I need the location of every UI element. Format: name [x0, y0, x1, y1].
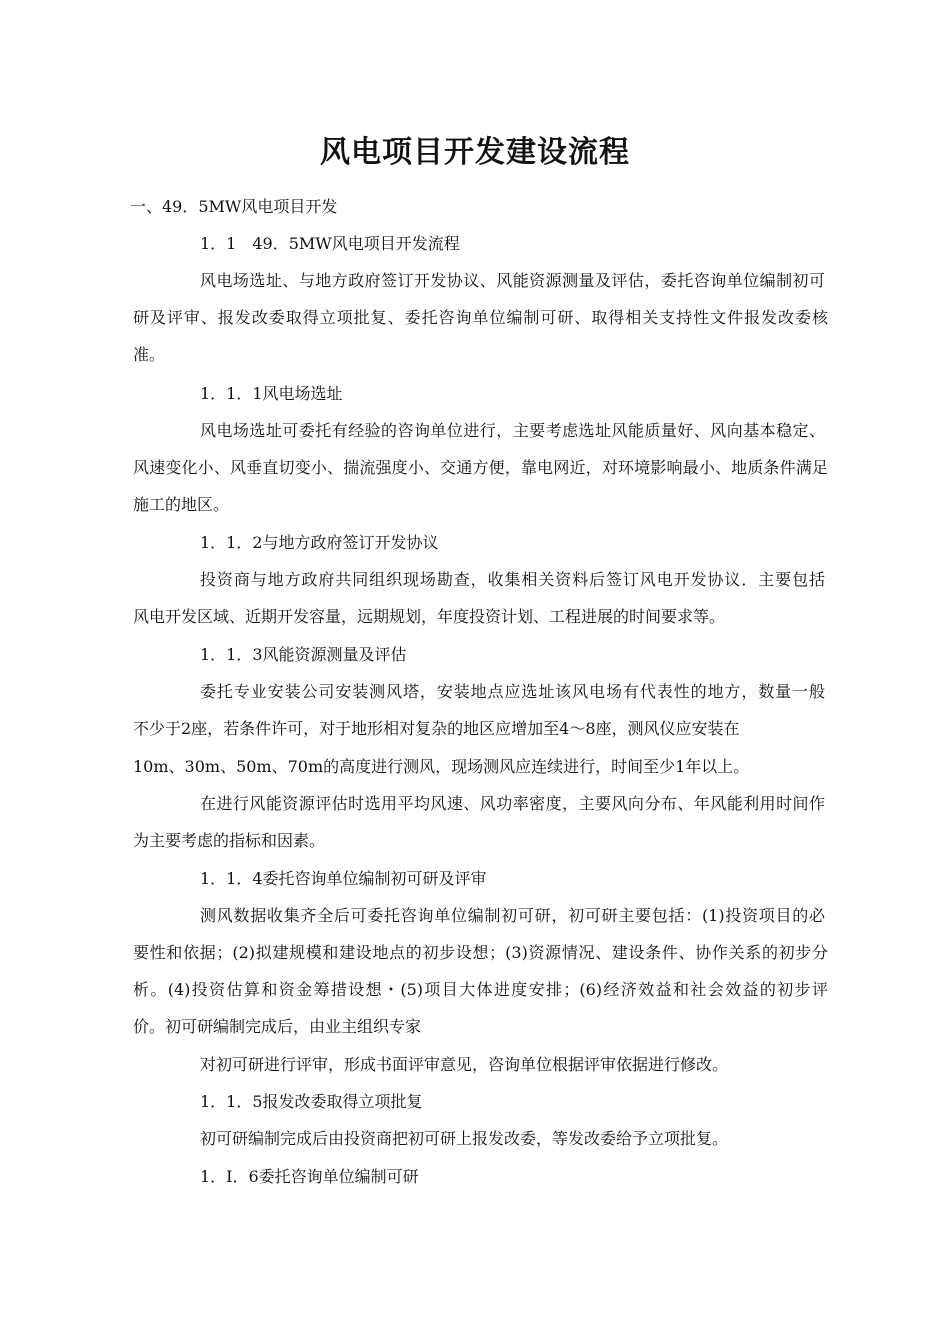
paragraph-line: 测风数据收集齐全后可委托咨询单位编制初可研，初可研主要包括：(1)投资项目的必: [200, 906, 825, 925]
paragraph-line: 要性和依据；(2)拟建规模和建设地点的初步设想；(3)资源情况、建设条件、协作关系的初步分: [133, 943, 828, 962]
paragraph-line: 委托专业安装公司安装测风塔，安装地点应选址该风电场有代表性的地方，数量一般: [200, 682, 825, 701]
subsection-heading: 1．1．1风电场选址: [200, 384, 343, 403]
subsection-heading: 1．1．2与地方政府签订开发协议: [200, 533, 439, 552]
subsection-heading: 1．1．3风能资源测量及评估: [200, 645, 407, 664]
paragraph-line: 准。: [133, 345, 166, 364]
paragraph-line: 风速变化小、风垂直切变小、揣流强度小、交通方便，靠电网近，对环境影响最小、地质条件满足: [133, 458, 828, 477]
paragraph-line: 风电场选址可委托有经验的咨询单位进行，主要考虑选址风能质量好、风向基本稳定、: [200, 421, 825, 440]
subsection-heading: 1．1．4委托咨询单位编制初可研及评审: [200, 869, 487, 888]
paragraph-line: 为主要考虑的指标和因素。: [133, 831, 326, 850]
paragraph-line: 投资商与地方政府共同组织现场勘查，收集相关资料后签订风电开发协议．主要包括: [200, 570, 825, 589]
section-heading: 一、49．5MW风电项目开发: [130, 197, 338, 216]
paragraph-line: 风电开发区域、近期开发容量，远期规划，年度投资计划、工程进展的时间要求等。: [133, 607, 726, 626]
subsection-heading: 1．1 49．5MW风电项目开发流程: [200, 234, 460, 253]
paragraph-line: 在进行风能资源评估时选用平均风速、风功率密度，主要风向分布、年风能利用时间作: [200, 794, 825, 813]
paragraph-line: 不少于2座，若条件许可，对于地形相对复杂的地区应增加至4～8座，测风仪应安装在: [133, 719, 740, 738]
paragraph-line: 对初可研进行评审，形成书面评审意见，咨询单位根据评审依据进行修改。: [200, 1055, 729, 1074]
paragraph-line: 析。(4)投资估算和资金筹措设想・(5)项目大体进度安排；(6)经济效益和社会效益的初步评: [133, 980, 828, 999]
paragraph-line: 施工的地区。: [133, 495, 230, 514]
subsection-heading: 1．I．6委托咨询单位编制可研: [200, 1167, 419, 1186]
paragraph-line: 价。初可研编制完成后，由业主组织专家: [133, 1017, 422, 1036]
document-title: 风电项目开发建设流程: [320, 135, 630, 170]
paragraph-line: 10m、30m、50m、70m的高度进行测风，现场测风应连续进行，时间至少1年以上。: [133, 757, 750, 776]
paragraph-line: 初可研编制完成后由投资商把初可研上报发改委，等发改委给予立项批复。: [200, 1129, 729, 1148]
paragraph-line: 研及评审、报发改委取得立项批复、委托咨询单位编制可研、取得相关支持性文件报发改委核: [133, 308, 828, 327]
subsection-heading: 1．1．5报发改委取得立项批复: [200, 1092, 423, 1111]
paragraph-line: 风电场选址、与地方政府签订开发协议、风能资源测量及评估，委托咨询单位编制初可: [200, 271, 825, 290]
